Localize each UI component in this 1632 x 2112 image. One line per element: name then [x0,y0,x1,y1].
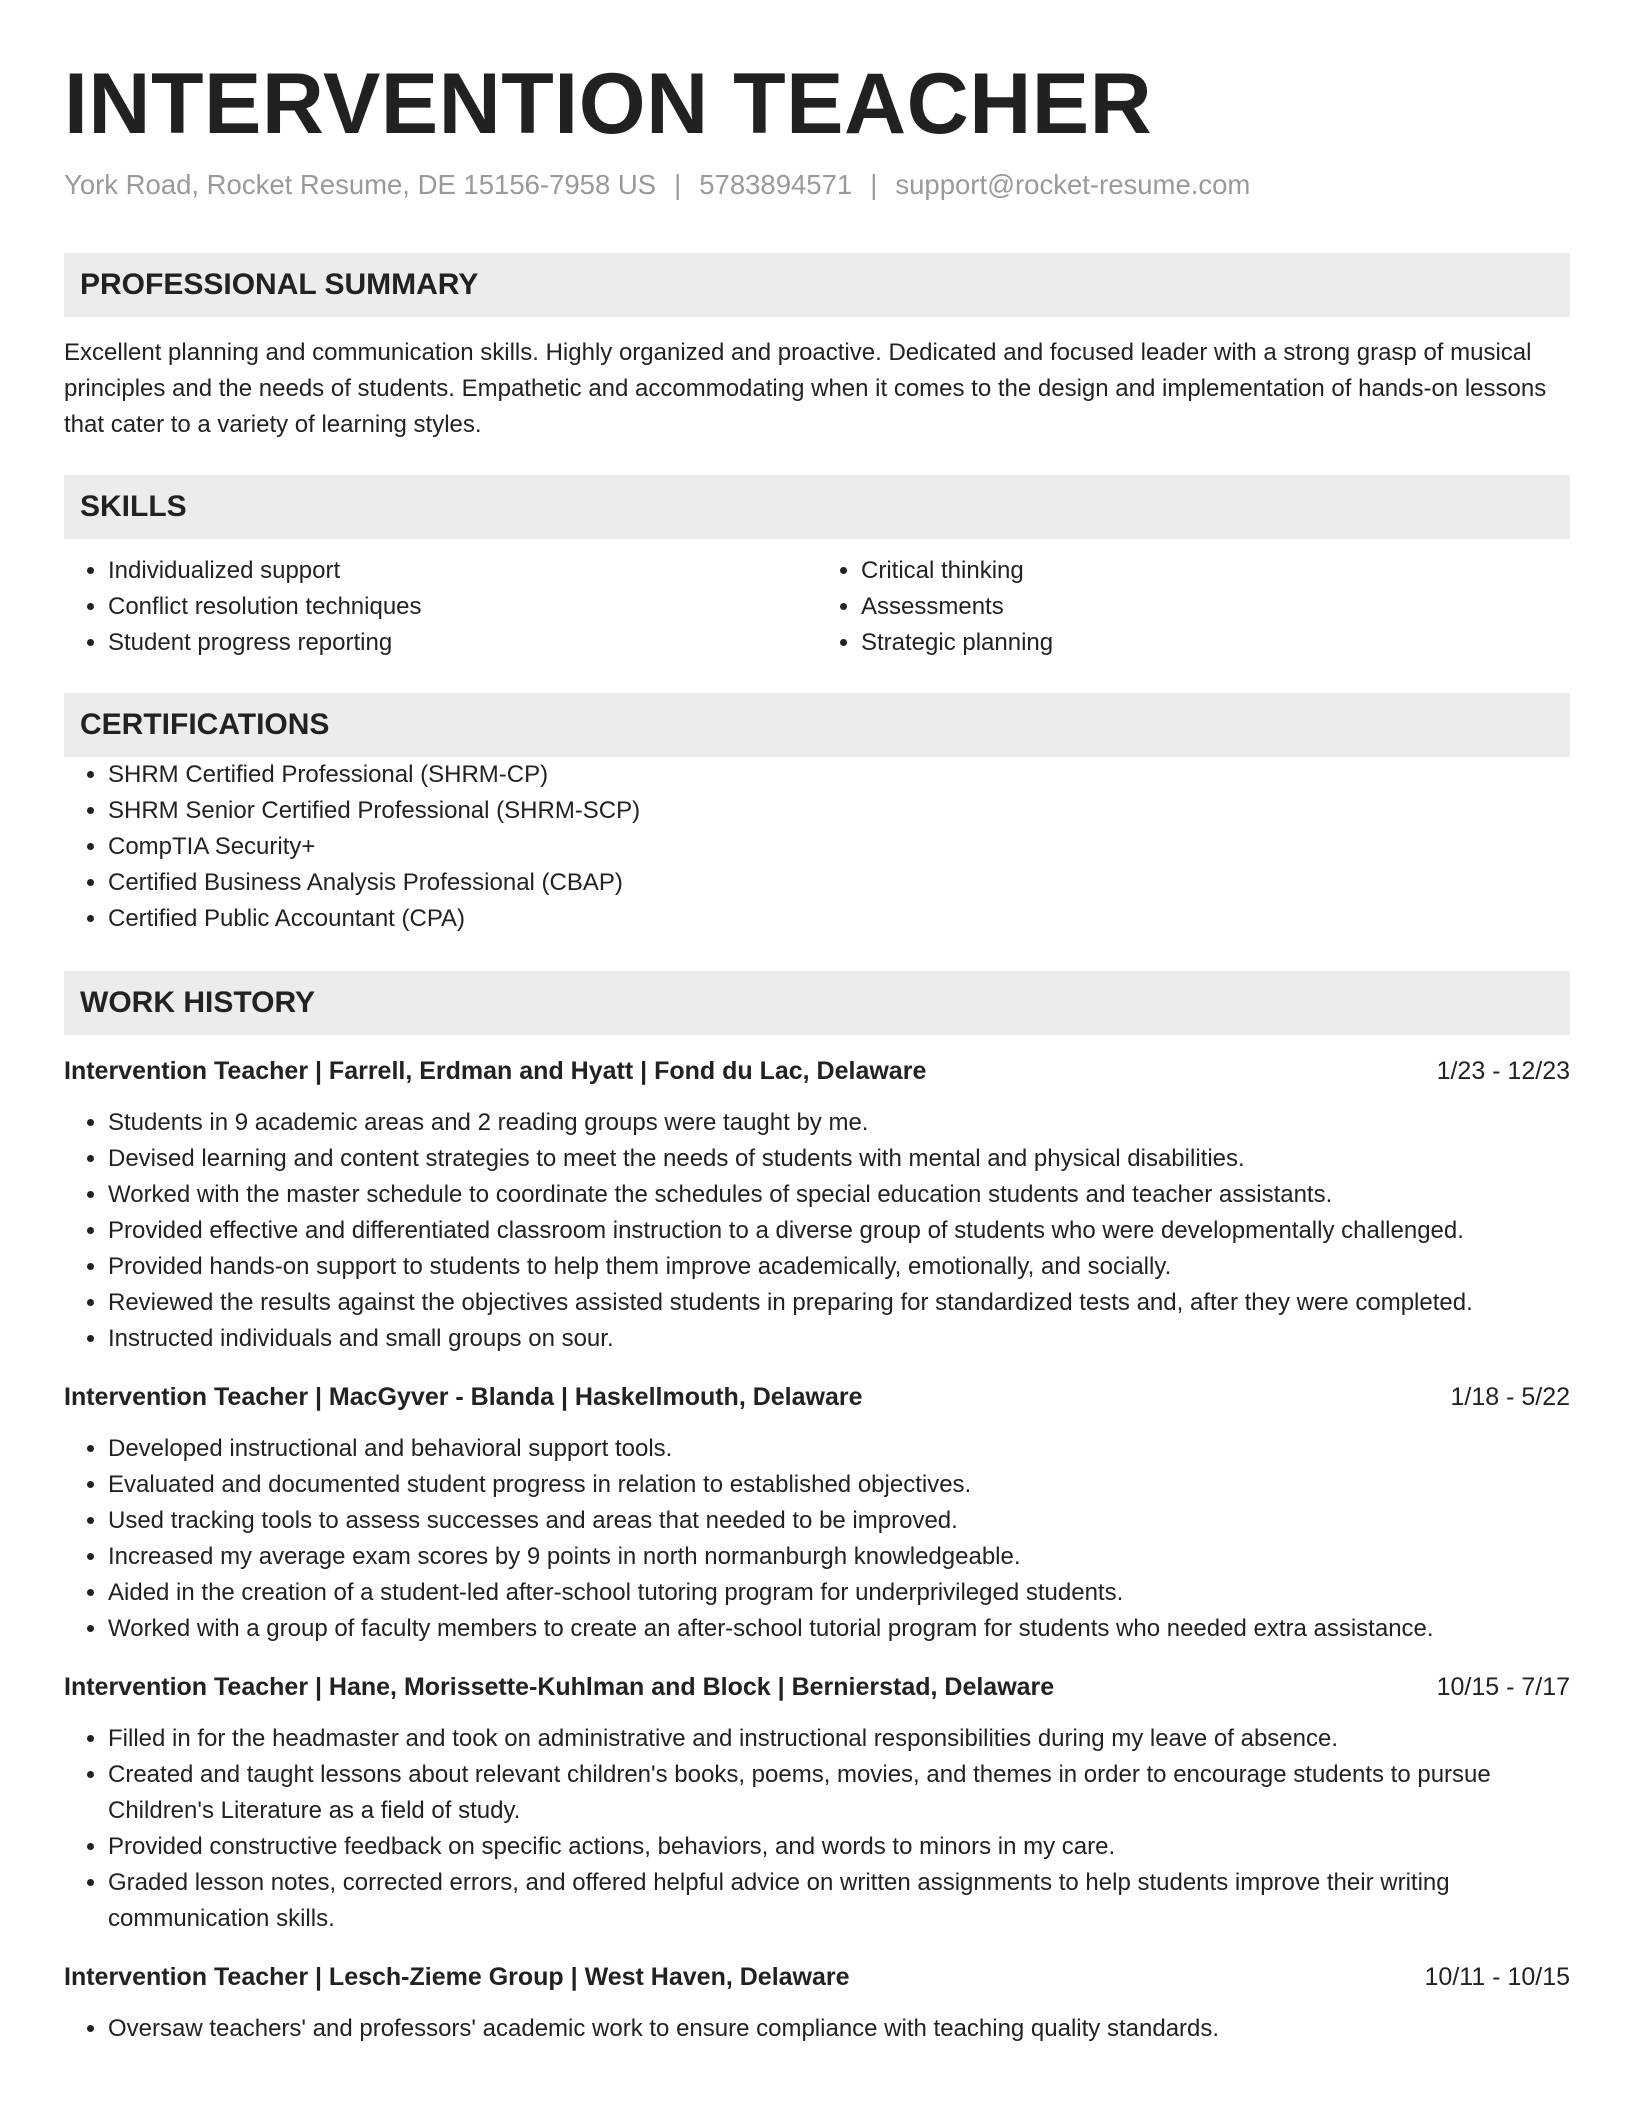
job-bullet: • Increased my average exam scores by 9 points in north normanburgh knowledgeable. [108,1539,1570,1575]
job-dates: 1/23 - 12/23 [1436,1056,1570,1085]
contact-address: York Road, Rocket Resume, DE 15156-7958 US [64,168,657,200]
contact-email: support@rocket-resume.com [895,168,1251,200]
job-bullets [64,2011,1570,2047]
job-title: Intervention Teacher | Hane, Morissette-Kuhlman and Block | Bernierstad, Delaware [64,1672,1055,1701]
job-bullet: • Devised learning and content strategies to meet the needs of students with mental and physical disabilities. [108,1141,1570,1177]
job-bullet: • Worked with a group of faculty members to create an after-school tutorial program for students who needed extra assistance. [108,1611,1570,1647]
job-header [64,1669,1570,1705]
job-bullets [64,1105,1570,1357]
certification-item: • SHRM Certified Professional (SHRM-CP) [108,757,1570,793]
job-bullet: • Developed instructional and behavioral support tools. [108,1431,1570,1467]
skill-item: • Strategic planning [861,625,1570,661]
job-bullets [64,1431,1570,1647]
contact-line [64,167,1570,203]
job-bullet: • Students in 9 academic areas and 2 reading groups were taught by me. [108,1105,1570,1141]
job-header [64,1379,1570,1415]
job-bullets [64,1721,1570,1937]
summary-text: Excellent planning and communication skills. Highly organized and proactive. Dedicated and focused leader with a strong grasp of musical principles and the needs of students. Empathetic and accommodating when it comes to the design and implementation of hands-on lessons that cater to a variety of learning styles. [64,338,1547,438]
job-title: Intervention Teacher | MacGyver - Blanda | Haskellmouth, Delaware [64,1382,863,1411]
job-dates: 10/15 - 7/17 [1436,1672,1570,1701]
job-entry [64,1669,1570,1937]
job-entry [64,1379,1570,1647]
job-bullet: • Aided in the creation of a student-led after-school tutoring program for underprivileged students. [108,1575,1570,1611]
job-dates: 1/18 - 5/22 [1450,1382,1570,1411]
contact-phone: 5783894571 [699,168,853,200]
skills-list-left [64,553,817,661]
section-header-skills: SKILLS [64,475,1570,539]
skills-list-right [817,553,1570,661]
skill-item: • Assessments [861,589,1570,625]
certification-item: • Certified Business Analysis Professional (CBAP) [108,865,1570,901]
contact-separator: | [674,168,682,200]
contact-separator: | [870,168,878,200]
skill-item: • Conflict resolution techniques [108,589,817,625]
certifications-list [64,757,1570,937]
job-bullet: • Oversaw teachers' and professors' academic work to ensure compliance with teaching quality standards. [108,2011,1570,2047]
candidate-name: INTERVENTION TEACHER [64,56,1153,152]
skills-grid [64,553,1570,661]
job-header [64,1959,1570,1995]
job-entry [64,1959,1570,2047]
job-title: Intervention Teacher | Lesch-Zieme Group | West Haven, Delaware [64,1962,850,1991]
certification-item: • CompTIA Security+ [108,829,1570,865]
job-entry [64,1053,1570,1357]
job-dates: 10/11 - 10/15 [1424,1962,1570,1991]
job-bullet: • Instructed individuals and small groups on sour. [108,1321,1570,1357]
section-header-work-history: WORK HISTORY [64,971,1570,1035]
section-header-summary: PROFESSIONAL SUMMARY [64,253,1570,317]
job-bullet: • Created and taught lessons about relevant children's books, poems, movies, and themes in order to encourage students to pursue Children's Literature as a field of study. [108,1757,1570,1829]
skill-item: • Individualized support [108,553,817,589]
job-bullet: • Graded lesson notes, corrected errors, and offered helpful advice on written assignments to help students improve their writing communication skills. [108,1865,1570,1937]
job-bullet: • Reviewed the results against the objectives assisted students in preparing for standardized tests and, after they were completed. [108,1285,1570,1321]
certification-item: • Certified Public Accountant (CPA) [108,901,1570,937]
job-bullet: • Used tracking tools to assess successes and areas that needed to be improved. [108,1503,1570,1539]
skill-item: • Critical thinking [861,553,1570,589]
section-header-certifications: CERTIFICATIONS [64,693,1570,757]
job-bullet: • Provided effective and differentiated classroom instruction to a diverse group of students who were developmentally challenged. [108,1213,1570,1249]
job-bullet: • Provided hands-on support to students to help them improve academically, emotionally, and socially. [108,1249,1570,1285]
skill-item: • Student progress reporting [108,625,817,661]
job-bullet: • Filled in for the headmaster and took on administrative and instructional responsibilities during my leave of absence. [108,1721,1570,1757]
job-bullet: • Provided constructive feedback on specific actions, behaviors, and words to minors in my care. [108,1829,1570,1865]
certification-item: • SHRM Senior Certified Professional (SHRM-SCP) [108,793,1570,829]
job-header [64,1053,1570,1089]
job-bullet: • Evaluated and documented student progress in relation to established objectives. [108,1467,1570,1503]
job-title: Intervention Teacher | Farrell, Erdman and Hyatt | Fond du Lac, Delaware [64,1056,927,1085]
job-bullet: • Worked with the master schedule to coordinate the schedules of special education students and teacher assistants. [108,1177,1570,1213]
